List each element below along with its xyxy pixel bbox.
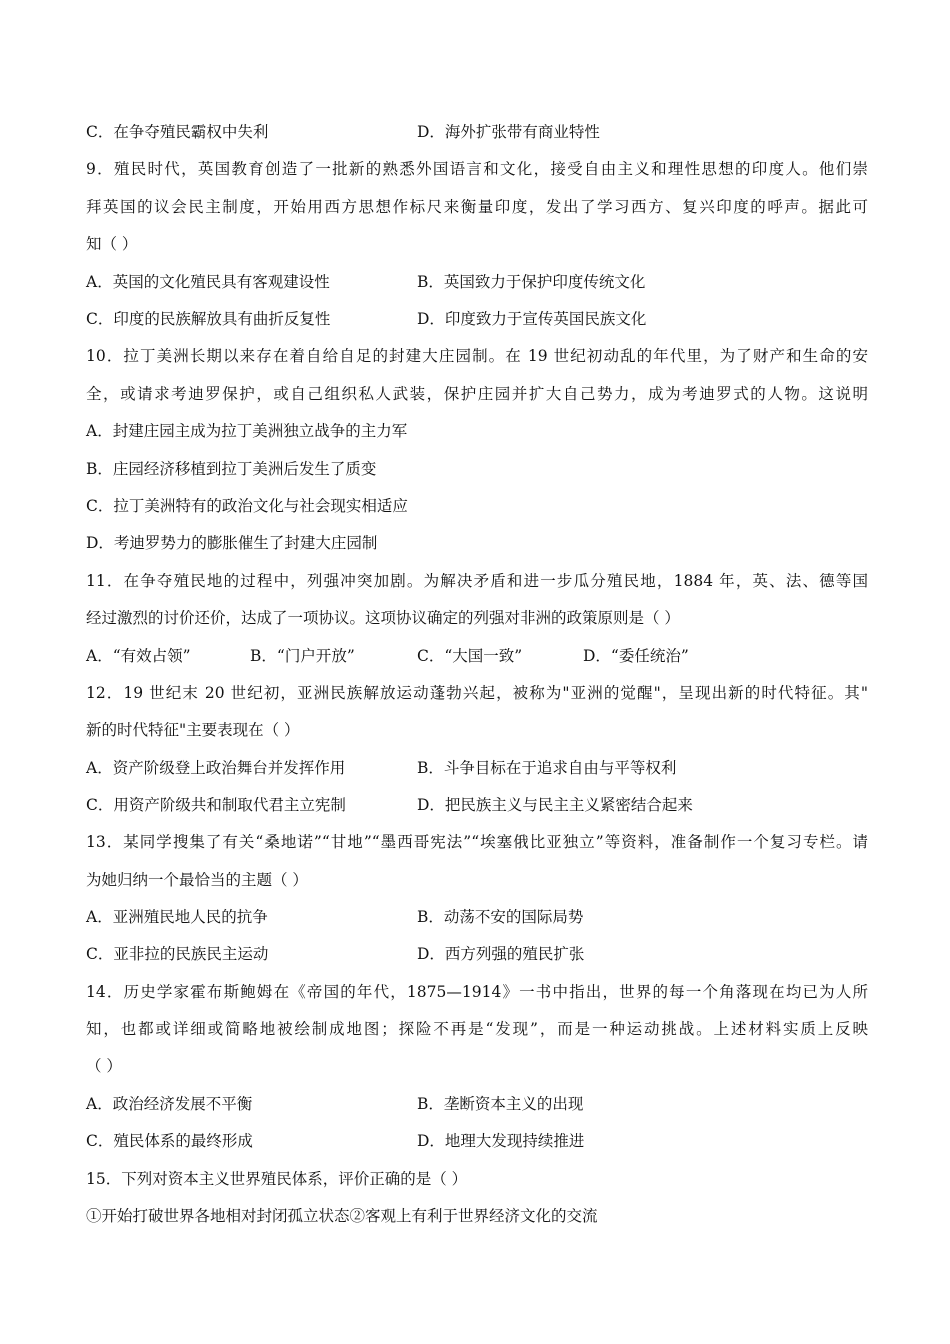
q8-option-d: D．海外扩张带有商业特性 [417,123,600,141]
q10-option-a: A．封建庄园主成为拉丁美洲独立战争的主力军 [86,422,408,440]
q14-option-c: C．殖民体系的最终形成 [86,1132,253,1150]
q13-option-c: C．亚非拉的民族民主运动 [86,945,269,963]
q13-option-d: D．西方列强的殖民扩张 [417,945,585,963]
q12-stem-line-2: 新的时代特征"主要表现在（ ） [86,721,300,739]
q13-option-b: B．动荡不安的国际局势 [417,908,584,926]
q14-stem-line-1: 14．历史学家霍布斯鲍姆在《帝国的年代，1875—1914》一书中指出，世界的每一个角落现在均已为人所 [86,983,868,1001]
q9-option-a: A．英国的文化殖民具有客观建设性 [86,273,330,291]
q10-stem-line-2: 全，或请求考迪罗保护，或自己组织私人武装，保护庄园并扩大自己势力，成为考迪罗式的人物。这说明 [86,385,868,403]
q12-option-d: D．把民族主义与民主主义紧密结合起来 [417,796,693,814]
q14-option-d: D．地理大发现持续推进 [417,1132,585,1150]
q9-option-c: C．印度的民族解放具有曲折反复性 [86,310,331,328]
q11-option-c: C．“大国一致” [417,647,523,665]
q11-stem-line-1: 11．在争夺殖民地的过程中，列强冲突加剧。为解决矛盾和进一步瓜分殖民地，1884 年，英、法、德等国 [86,572,868,590]
q12-option-a: A．资产阶级登上政治舞台并发挥作用 [86,759,346,777]
q10-stem-line-1: 10．拉丁美洲长期以来存在着自给自足的封建大庄园制。在 19 世纪初动乱的年代里，为了财产和生命的安 [86,347,868,365]
q14-stem-line-3: （ ） [86,1057,122,1075]
q11-option-a: A．“有效占领” [86,647,191,665]
q14-stem-line-2: 知，也都或详细或简略地被绘制成地图；探险不再是“发现”，而是一种运动挑战。上述材料实质上反映 [86,1020,868,1038]
q10-option-d: D．考迪罗势力的膨胀催生了封建大庄园制 [86,534,378,552]
q9-option-b: B．英国致力于保护印度传统文化 [417,273,646,291]
q13-option-a: A．亚洲殖民地人民的抗争 [86,908,268,926]
q12-option-b: B．斗争目标在于追求自由与平等权利 [417,759,677,777]
q9-stem-line-3: 知（ ） [86,235,138,253]
q13-stem-line-2: 为她归纳一个最恰当的主题（ ） [86,871,308,889]
q11-option-b: B．“门户开放” [250,647,355,665]
q11-option-d: D．“委任统治” [583,647,689,665]
q14-option-a: A．政治经济发展不平衡 [86,1095,253,1113]
q9-option-d: D．印度致力于宣传英国民族文化 [417,310,647,328]
q14-option-b: B．垄断资本主义的出现 [417,1095,584,1113]
q10-option-b: B．庄园经济移植到拉丁美洲后发生了质变 [86,460,377,478]
q10-option-c: C．拉丁美洲特有的政治文化与社会现实相适应 [86,497,408,515]
q8-option-c: C．在争夺殖民霸权中失利 [86,123,269,141]
q11-stem-line-2: 经过激烈的讨价还价，达成了一项协议。这项协议确定的列强对非洲的政策原则是（ ） [86,609,680,627]
q15-stem-line-1: 15．下列对资本主义世界殖民体系，评价正确的是（ ） [86,1170,468,1188]
q13-stem-line-1: 13．某同学搜集了有关“桑地诺”“甘地”“墨西哥宪法”“埃塞俄比亚独立”等资料，准备制作一个复习专栏。请 [86,833,868,851]
q12-option-c: C．用资产阶级共和制取代君主立宪制 [86,796,346,814]
q15-stem-line-2: ①开始打破世界各地相对封闭孤立状态②客观上有利于世界经济文化的交流 [86,1207,598,1225]
q9-stem-line-1: 9．殖民时代，英国教育创造了一批新的熟悉外国语言和文化，接受自由主义和理性思想的印度人。他们崇 [86,160,868,178]
q9-stem-line-2: 拜英国的议会民主制度，开始用西方思想作标尺来衡量印度，发出了学习西方、复兴印度的呼声。据此可 [86,198,868,216]
q12-stem-line-1: 12．19 世纪末 20 世纪初，亚洲民族解放运动蓬勃兴起，被称为"亚洲的觉醒"，呈现出新的时代特征。其" [86,684,868,702]
